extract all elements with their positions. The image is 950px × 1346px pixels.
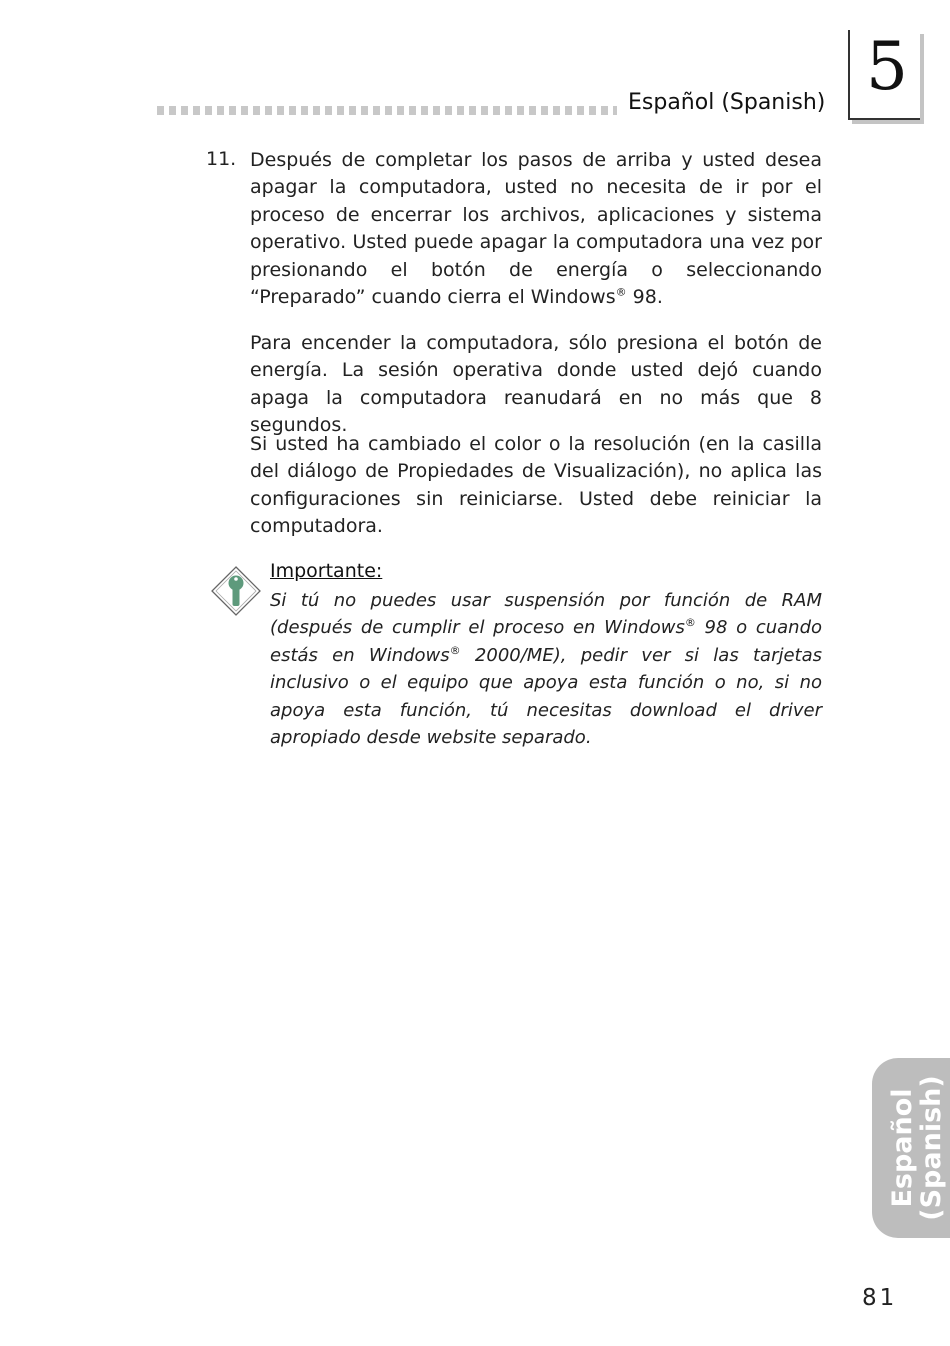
paragraph-1-tail: 98. [626,286,663,309]
paragraph-1-text: Después de completar los pasos de arriba y usted desea apagar la computadora, usted no necesita de ir por el proceso de encerrar los archivos, aplicaciones y sistema operativo. Usted puede apagar la computadora una vez por presionando el botón de energía o seleccionando “Preparado” cuando cierra el Windows [250,149,822,309]
note-title: Importante: [270,560,383,582]
note-text-2: 98 o cuando estás en Windows [270,617,823,666]
registered-mark: ® [449,643,461,657]
registered-mark: ® [684,616,696,630]
side-tab-line-2: (Spanish) [916,1075,947,1221]
header-dotted-rule [157,106,617,115]
side-tab-line-1: Español [887,1088,918,1208]
list-item-number: 11. [206,148,237,170]
paragraph-2: Para encender la computadora, sólo presiona el botón de energía. La sesión operativa donde usted dejó cuando apaga la computadora reanudará en no más que 8 segundos. [250,332,822,437]
registered-mark: ® [615,285,627,299]
note-body [270,587,822,751]
page-number: 81 [862,1285,898,1311]
note-text-1: Si tú no puedes usar suspensión por función de RAM (después de cumplir el proceso en Windows [270,590,822,639]
chapter-number: 5 [866,28,908,105]
section-title: Español (Spanish) [628,90,826,115]
key-icon [210,565,262,617]
note-text-3: 2000/ME), pedir ver si las tarjetas inclusivo o el equipo que apoya esta función o no, si no apoya esta función, tú necesitas download el driver apropiado desde website separado. [270,644,823,749]
side-tab-label [888,1075,946,1220]
paragraph-3: Si usted ha cambiado el color o la resolución (en la casilla del diálogo de Propiedades de Visualización), no aplica las configuraciones sin reiniciarse. Usted debe reiniciar la computadora. [250,433,822,538]
paragraph-1 [250,147,822,311]
